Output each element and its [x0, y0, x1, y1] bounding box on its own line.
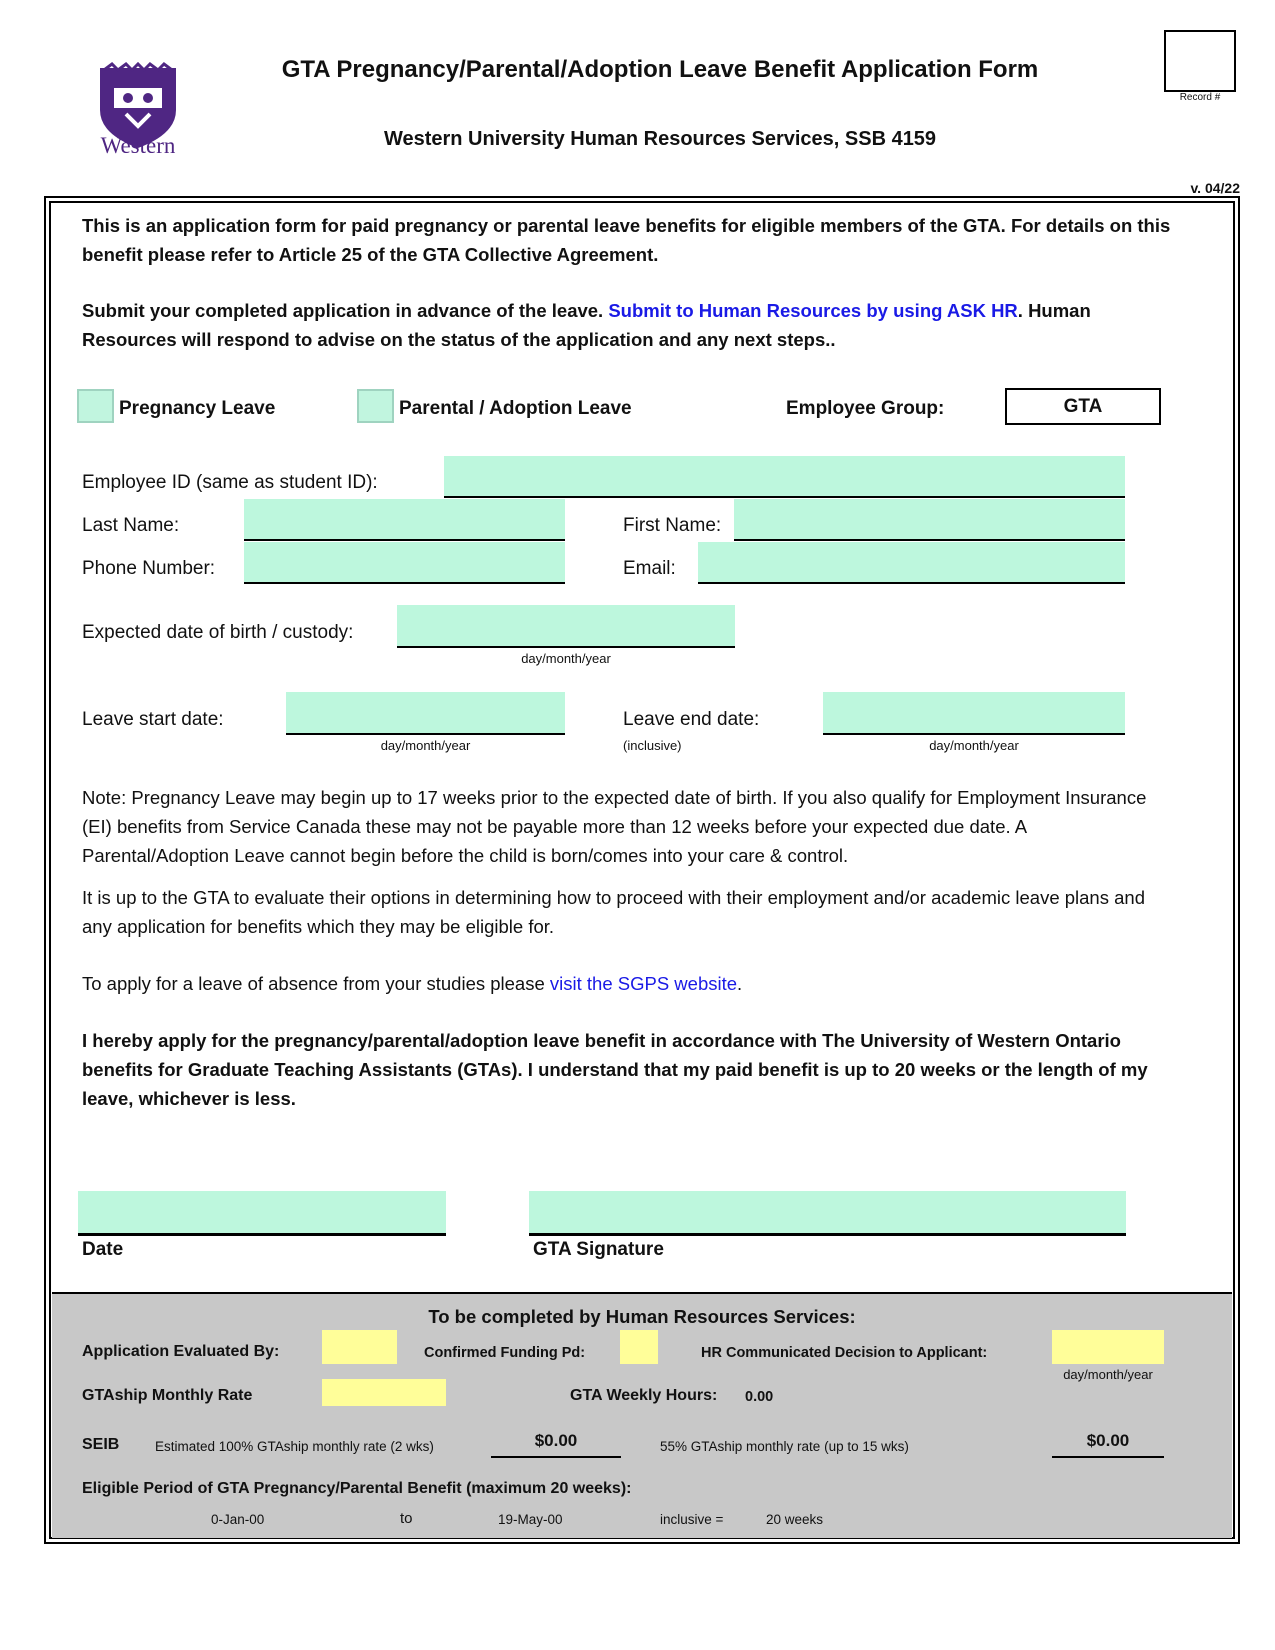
hr-heading: To be completed by Human Resources Services: [428, 1306, 856, 1327]
logo-wordmark: Western [100, 133, 176, 158]
parental-leave-checkbox[interactable] [357, 389, 394, 423]
employee-group-field: GTA [1005, 388, 1161, 425]
employee-group-label: Employee Group: [786, 398, 945, 419]
signature-label: GTA Signature [533, 1239, 664, 1260]
hr-communicated-label: HR Communicated Decision to Applicant: [701, 1345, 988, 1361]
gta-options-note: It is up to the GTA to evaluate their options in determining how to proceed with their employment and/or academic leave plans and any application for benefits which they may be eligible for. [82, 887, 1145, 937]
employee-id-input[interactable] [444, 456, 1125, 498]
seib-label: SEIB [82, 1436, 120, 1453]
estimated-rate-value: $0.00 [491, 1431, 621, 1458]
eligible-inclusive-label: inclusive = [660, 1512, 724, 1527]
employee-id-label: Employee ID (same as student ID): [82, 472, 378, 493]
leave-end-inclusive-hint: (inclusive) [623, 738, 682, 753]
hr-communicated-date-input[interactable] [1052, 1330, 1164, 1364]
expected-date-label: Expected date of birth / custody: [82, 622, 354, 643]
monthly-rate-input[interactable] [322, 1379, 446, 1406]
hr-section [52, 1292, 1232, 1538]
phone-label: Phone Number: [82, 558, 216, 579]
last-name-input[interactable] [244, 499, 565, 541]
estimated-rate-label: Estimated 100% GTAship monthly rate (2 wks) [155, 1439, 434, 1454]
evaluated-by-label: Application Evaluated By: [82, 1343, 280, 1360]
submission-text-end: . Human Resources will respond to advise on the status of the application and any next steps.. [82, 300, 1091, 350]
leave-start-label: Leave start date: [82, 709, 224, 730]
expected-date-input[interactable] [397, 605, 735, 648]
form-title: GTA Pregnancy/Parental/Adoption Leave Benefit Application Form [281, 56, 1039, 83]
leave-end-input[interactable] [823, 692, 1125, 735]
signature-input[interactable] [529, 1191, 1126, 1236]
email-label: Email: [623, 558, 676, 579]
pregnancy-leave-note: Note: Pregnancy Leave may begin up to 17 weeks prior to the expected date of birth. If you also qualify for Employment Insurance (EI) benefits from Service Canada these may not be payable more than 12 weeks before your expected due date. A Parental/Adoption Leave cannot begin before the child is born/comes into your care & control. [82, 787, 1147, 866]
record-number-box[interactable] [1164, 30, 1236, 92]
eligible-start-date: 0-Jan-00 [211, 1512, 265, 1527]
sgps-note-text: To apply for a leave of absence from your studies please [82, 973, 550, 994]
monthly-rate-label: GTAship Monthly Rate [82, 1387, 253, 1404]
record-number-label: Record # [1179, 92, 1221, 103]
email-input[interactable] [698, 542, 1125, 584]
parental-leave-label: Parental / Adoption Leave [399, 398, 632, 419]
last-name-label: Last Name: [82, 515, 180, 536]
ask-hr-link[interactable]: Submit to Human Resources by using ASK HR [608, 300, 1018, 321]
form-version: v. 04/22 [1190, 180, 1240, 196]
submission-text: Submit your completed application in advance of the leave. [82, 300, 609, 321]
sgps-website-link[interactable]: visit the SGPS website [549, 973, 738, 994]
pct55-rate-value: $0.00 [1052, 1431, 1164, 1458]
confirmed-funding-label: Confirmed Funding Pd: [424, 1345, 586, 1361]
phone-input[interactable] [244, 542, 565, 584]
leave-end-hint: day/month/year [929, 738, 1019, 753]
sgps-note-end: . [737, 973, 743, 994]
confirmed-funding-input[interactable] [620, 1330, 658, 1364]
weekly-hours-value: 0.00 [745, 1389, 774, 1405]
submission-paragraph [82, 296, 1182, 354]
first-name-input[interactable] [734, 499, 1125, 541]
eligible-weeks: 20 weeks [766, 1512, 824, 1527]
sgps-note [82, 969, 1172, 998]
eligible-end-date: 19-May-00 [498, 1512, 563, 1527]
pct55-rate-label: 55% GTAship monthly rate (up to 15 wks) [660, 1439, 909, 1454]
intro-paragraph: This is an application form for paid pregnancy or parental leave benefits for eligible members of the GTA. For details on this benefit please refer to Article 25 of the GTA Collective Agreement. [82, 215, 1171, 265]
first-name-label: First Name: [623, 515, 722, 536]
pregnancy-leave-label: Pregnancy Leave [119, 398, 276, 419]
pregnancy-leave-checkbox[interactable] [77, 389, 114, 423]
weekly-hours-label: GTA Weekly Hours: [570, 1387, 718, 1404]
leave-end-label: Leave end date: [623, 709, 760, 730]
leave-start-input[interactable] [286, 692, 565, 735]
date-label: Date [82, 1239, 124, 1260]
eligible-to-label: to [400, 1510, 413, 1527]
date-input[interactable] [78, 1191, 446, 1236]
expected-date-hint: day/month/year [521, 651, 611, 666]
evaluated-by-input[interactable] [322, 1330, 397, 1364]
leave-start-hint: day/month/year [380, 738, 471, 753]
form-subtitle: Western University Human Resources Services, SSB 4159 [383, 128, 937, 150]
eligible-period-label: Eligible Period of GTA Pregnancy/Parental Benefit (maximum 20 weeks): [82, 1480, 632, 1497]
declaration-paragraph: I hereby apply for the pregnancy/parental/adoption leave benefit in accordance with The University of Western Ontario benefits for Graduate Teaching Assistants (GTAs). I understand that my paid benefit is up to 20 weeks or the length of my leave, whichever is less. [82, 1030, 1148, 1109]
hr-communicated-date-hint: day/month/year [1063, 1367, 1153, 1382]
